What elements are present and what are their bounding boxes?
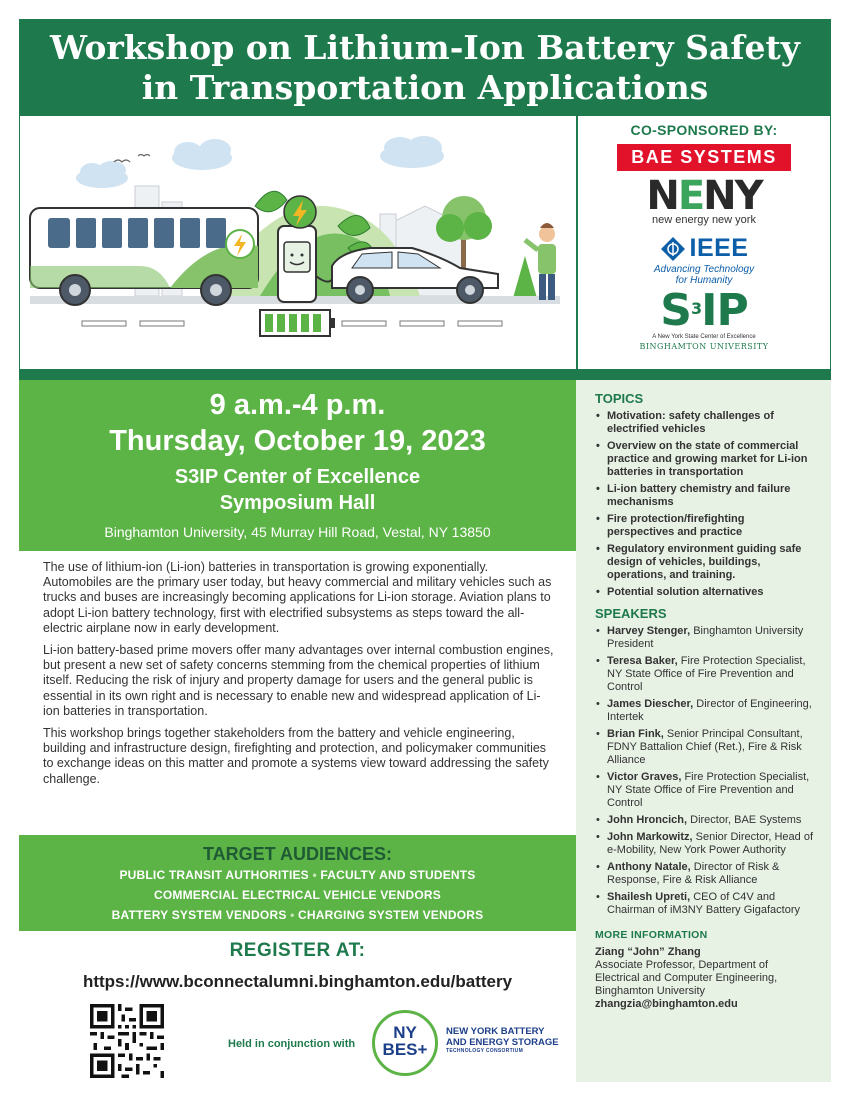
nybest-logo: NY BES+ xyxy=(372,1010,438,1076)
speaker-item: • Brian Fink, Senior Principal Consultant, FDNY Battalion Chief (Ret.), Fire & Risk Alliance xyxy=(595,728,813,767)
qr-code[interactable] xyxy=(90,1004,164,1078)
page-title: Workshop on Lithium-Ion Battery Safety in Transportation Applications xyxy=(50,28,800,107)
contact-title: Associate Professor, Department of Electrical and Computer Engineering, Binghamton University xyxy=(595,959,778,997)
description-paragraph: Li-ion battery-based prime movers offer many advantages over internal combustion engines, but present a new set of safety concerns stemming from the chemical properties of lithium itself. Reducing the risk of injury and property damage for users and the general public is essential in its own right and is necessary to enable new and widespread application of Li-ion batteries in transportation. xyxy=(43,643,554,718)
speaker-item: • James Diescher, Director of Engineering, Intertek xyxy=(595,698,813,724)
topic-item: • Potential solution alternatives xyxy=(595,586,813,599)
bae-systems-logo: BAE SYSTEMS xyxy=(617,144,791,171)
pine-tree-icon xyxy=(513,256,537,298)
cloud-icon xyxy=(76,136,444,188)
s3ip-logo: $S^3IP$ xyxy=(660,285,748,336)
topic-item: • Overview on the state of commercial practice and growing market for Li-ion batteries in transportation xyxy=(595,440,813,479)
topics-heading: TOPICS xyxy=(595,391,644,406)
sponsor-heading: CO-SPONSORED BY: xyxy=(630,122,778,138)
target-audiences xyxy=(19,835,576,931)
topic-item: • Motivation: safety challenges of electrified vehicles xyxy=(595,410,813,436)
conjunction-label: Held in conjunction with xyxy=(228,1038,356,1050)
s3ip-tagline: A New York State Center of Excellence xyxy=(652,334,756,340)
event-details xyxy=(19,380,576,551)
speaker-item: • Harvey Stenger, Binghamton University President xyxy=(595,625,813,651)
sponsor-panel xyxy=(576,116,831,370)
audience-line: PUBLIC TRANSIT AUTHORITIES • FACULTY AND STUDENTS xyxy=(119,868,476,882)
speakers-heading: SPEAKERS xyxy=(595,606,667,621)
contact-name: Ziang “John” Zhang xyxy=(595,946,701,958)
event-date: Thursday, October 19, 2023 xyxy=(109,425,486,457)
topic-item: • Fire protection/firefighting perspectives and practice xyxy=(595,513,813,539)
ieee-logo xyxy=(578,234,830,263)
speakers-list xyxy=(595,625,813,917)
speaker-item: • John Hroncich, Director, BAE Systems xyxy=(595,814,813,827)
topics-list xyxy=(595,410,813,599)
ieee-diamond-icon xyxy=(660,236,686,262)
register-link[interactable]: https://www.bconnectalumni.binghamton.edu/battery xyxy=(82,972,513,991)
divider-rule xyxy=(19,370,831,380)
speaker-item: • Victor Graves, Fire Protection Specialist, NY State Office of Fire Prevention and Control xyxy=(595,771,813,810)
speaker-item: • Teresa Baker, Fire Protection Specialist, NY State Office of Fire Prevention and Control xyxy=(595,655,813,694)
contact-email[interactable]: zhangzia@binghamton.edu xyxy=(595,998,738,1010)
event-address: Binghamton University, 45 Murray Hill Road, Vestal, NY 13850 xyxy=(104,524,491,540)
neny-tagline: new energy new york xyxy=(652,214,756,226)
description-paragraph: This workshop brings together stakeholders from the battery and vehicle engineering, building and infrastructure design, firefighting and protection, and policymaker communities to exchange ideas on this matter and promote a systems view toward addressing the safety challenge. xyxy=(43,726,549,786)
topic-item: • Li-ion battery chemistry and failure mechanisms xyxy=(595,483,813,509)
more-info-heading: MORE INFORMATION xyxy=(595,929,708,941)
neny-logo: NENY xyxy=(646,173,762,219)
event-time: 9 a.m.-4 p.m. xyxy=(209,389,386,421)
audience-line: BATTERY SYSTEM VENDORS • CHARGING SYSTEM VENDORS xyxy=(111,908,484,922)
speaker-item: • John Markowitz, Senior Director, Head of e-Mobility, New York Power Authority xyxy=(595,831,813,857)
workshop-description xyxy=(43,560,555,794)
nybest-name: NEW YORK BATTERY AND ENERGY STORAGE TECHNOLOGY CONSORTIUM xyxy=(446,1026,559,1054)
event-venue: S3IP Center of Excellence Symposium Hall xyxy=(174,466,421,514)
battery-icon xyxy=(260,310,335,336)
s3ip-university: BINGHAMTON UNIVERSITY xyxy=(639,342,769,351)
register-section xyxy=(19,940,576,992)
bird-icon xyxy=(138,155,150,157)
ieee-wordmark: IEEE xyxy=(689,234,749,262)
sidebar xyxy=(576,380,831,1082)
topic-item: • Regulatory environment guiding safe design of vehicles, buildings, operations, and training. xyxy=(595,543,813,582)
audiences-heading: TARGET AUDIENCES: xyxy=(203,844,392,864)
hero-illustration xyxy=(19,116,576,370)
speaker-item: • Anthony Natale, Director of Risk & Response, Fire & Risk Alliance xyxy=(595,861,813,887)
title-banner xyxy=(19,19,831,116)
description-paragraph: The use of lithium-ion (Li-ion) batteries in transportation is growing exponentially. Automobiles are the primary user today, but heavy commercial and military vehicles such as trucks and buses are increasingly becoming applications for Li-ion storage. Aviation plans to adopt Li-ion battery technology, first with electrified subsystems as steps toward the all-electric airplane now in early development. xyxy=(43,560,552,635)
register-heading: REGISTER AT: xyxy=(229,940,366,961)
ev-charging-illustration xyxy=(20,116,575,368)
ieee-tagline: Advancing Technology for Humanity xyxy=(653,264,755,286)
speaker-item: • Shailesh Upreti, CEO of C4V and Chairman of iM3NY Battery Gigafactory xyxy=(595,891,813,917)
audience-line: COMMERCIAL ELECTRICAL VEHICLE VENDORS xyxy=(154,888,441,902)
